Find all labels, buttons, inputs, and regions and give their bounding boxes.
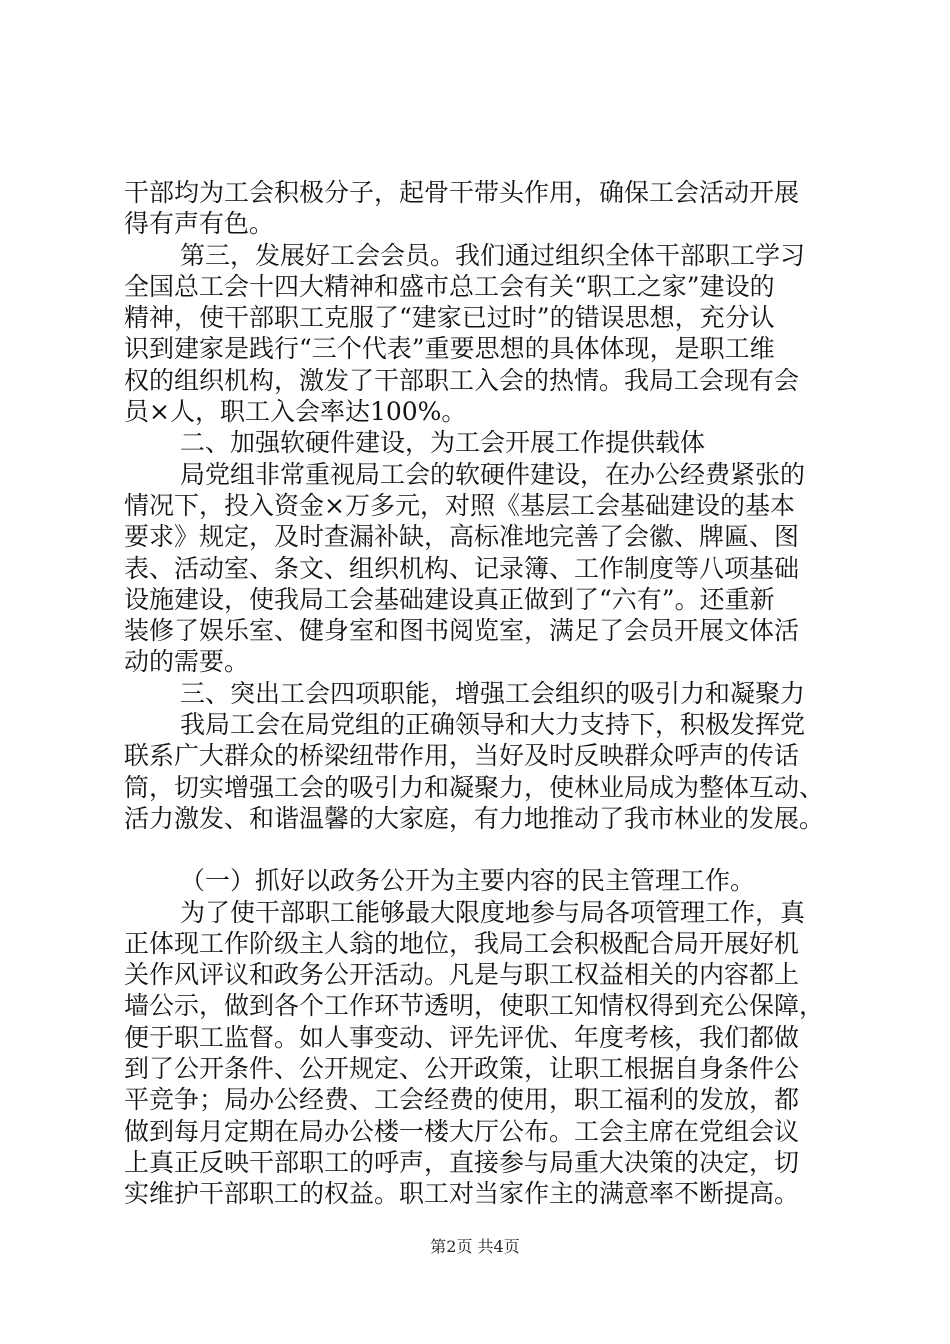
body-line: 要求》规定，及时查漏补缺，高标准地完善了会徽、牌匾、图 bbox=[124, 522, 800, 552]
body-line: 权的组织机构，激发了干部职工入会的热情。我局工会现有会 bbox=[124, 365, 800, 395]
body-line: 便于职工监督。如人事变动、评先评优、年度考核，我们都做 bbox=[124, 1022, 800, 1052]
body-line: 干部均为工会积极分子，起骨干带头作用，确保工会活动开展 bbox=[124, 178, 800, 207]
section-heading: 二、加强软硬件建设，为工会开展工作提供载体 bbox=[180, 428, 706, 458]
body-line: 联系广大群众的桥梁纽带作用，当好及时反映群众呼声的传话 bbox=[124, 741, 800, 771]
body-line: 活力激发、和谐温馨的大家庭，有力地推动了我市林业的发展。 bbox=[124, 803, 825, 833]
body-line: 精神，使干部职工克服了“建家已过时”的错误思想，充分认 bbox=[124, 303, 775, 333]
body-line: 装修了娱乐室、健身室和图书阅览室，满足了会员开展文体活 bbox=[124, 616, 800, 646]
body-line: 局党组非常重视局工会的软硬件建设，在办公经费紧张的 bbox=[180, 459, 806, 489]
body-line: 为了使干部职工能够最大限度地参与局各项管理工作，真 bbox=[180, 897, 806, 927]
body-line: 动的需要。 bbox=[124, 647, 250, 677]
body-line: 筒，切实增强工会的吸引力和凝聚力，使林业局成为整体互动、 bbox=[124, 772, 825, 802]
body-line: 关作风评议和政务公开活动。凡是与职工权益相关的内容都上 bbox=[124, 960, 800, 990]
body-line: 第三，发展好工会会员。我们通过组织全体干部职工学习 bbox=[180, 240, 806, 270]
body-line: 到了公开条件、公开规定、公开政策，让职工根据自身条件公 bbox=[124, 1054, 800, 1084]
paragraph-gap bbox=[124, 834, 836, 865]
document-body bbox=[124, 177, 836, 1210]
section-heading: 三、突出工会四项职能，增强工会组织的吸引力和凝聚力 bbox=[180, 678, 806, 708]
body-line: 墙公示，做到各个工作环节透明，使职工知情权得到充公保障， bbox=[124, 991, 825, 1021]
body-line: 做到每月定期在局办公楼一楼大厅公布。工会主席在党组会议 bbox=[124, 1116, 800, 1146]
page-footer bbox=[0, 1237, 950, 1257]
body-line: 正体现工作阶级主人翁的地位，我局工会积极配合局开展好机 bbox=[124, 928, 800, 958]
body-line: 情况下，投入资金×万多元，对照《基层工会基础建设的基本 bbox=[124, 490, 795, 520]
body-line: 上真正反映干部职工的呼声，直接参与局重大决策的决定，切 bbox=[124, 1147, 800, 1177]
body-line: 表、活动室、条文、组织机构、记录簿、工作制度等八项基础 bbox=[124, 553, 800, 583]
body-line: 我局工会在局党组的正确领导和大力支持下，积极发挥党 bbox=[180, 710, 806, 740]
body-line: 员×人，职工入会率达100%。 bbox=[124, 397, 467, 427]
body-line: 实维护干部职工的权益。职工对当家作主的满意率不断提高。 bbox=[124, 1179, 800, 1209]
body-line: 全国总工会十四大精神和盛市总工会有关“职工之家”建设的 bbox=[124, 271, 775, 301]
body-line: 识到建家是践行“三个代表”重要思想的具体体现，是职工维 bbox=[124, 334, 775, 364]
subsection-heading: （一）抓好以政务公开为主要内容的民主管理工作。 bbox=[180, 866, 756, 896]
body-line: 得有声有色。 bbox=[124, 209, 275, 239]
body-line: 平竞争；局办公经费、工会经费的使用，职工福利的发放，都 bbox=[124, 1085, 800, 1115]
body-line: 设施建设，使我局工会基础建设真正做到了“六有”。还重新 bbox=[124, 584, 775, 614]
page-number: 第2页 共4页 bbox=[430, 1237, 520, 1256]
